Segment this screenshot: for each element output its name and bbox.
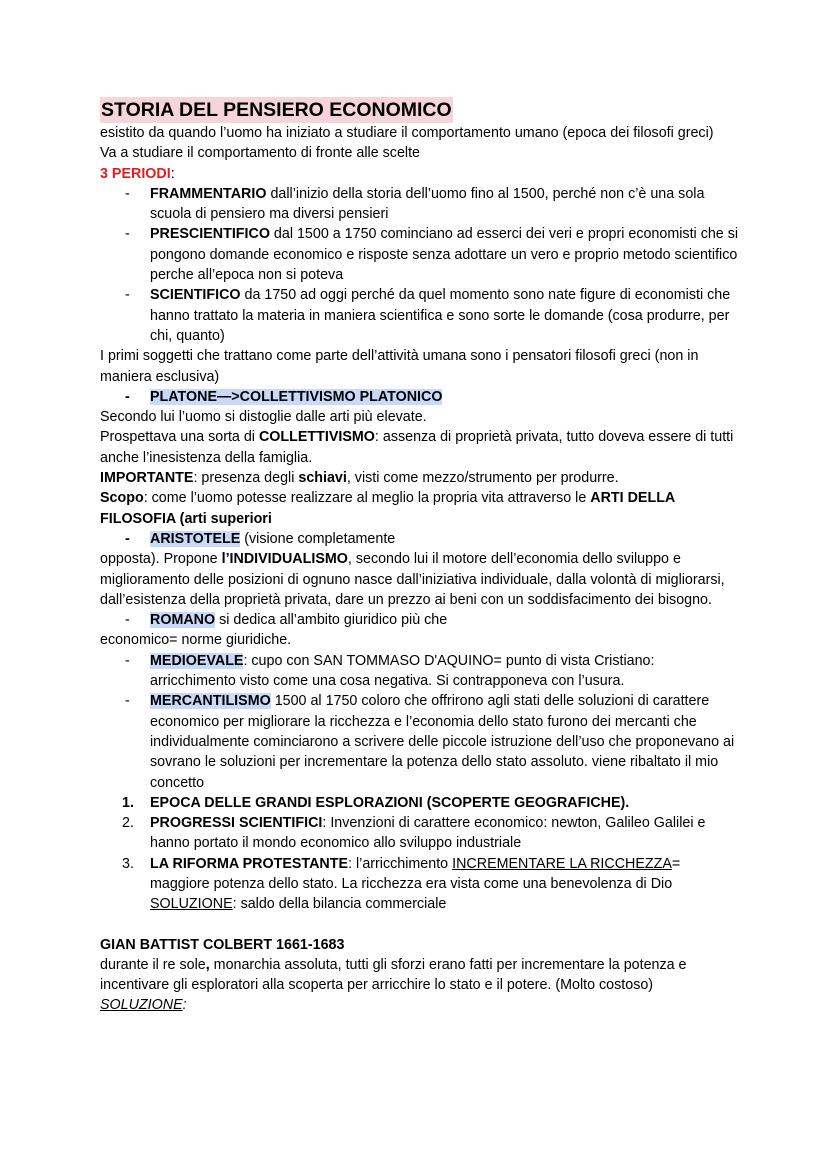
period-text: dall’inizio della storia dell’uomo fino al 1500, perché non c’è una sola scuola di pensiero ma diversi pensieri (150, 185, 705, 223)
collettivismo-term: COLLETTIVISMO (258, 429, 375, 446)
text-span: (visione completamente (240, 530, 396, 547)
text-span: , secondo lui il motore dell’economia dello sviluppo e miglioramento delle posizioni di ognuno nasce dall’iniziativa individuale, dalla volontà di migliorarsi, dall’esistenza della proprietà privata, dare un prezzo ai beni con un soddisfacimento dei bisogno. (100, 551, 725, 608)
text-span: = maggiore potenza dello stato. La ricchezza era vista come una benevolenza di Dio (150, 855, 681, 892)
list-item (100, 651, 740, 692)
importante-line (100, 468, 740, 488)
period-term: PRESCIENTIFICO (150, 226, 270, 243)
period-text: da 1750 ad oggi perché da quel momento sono nate figure di economisti che hanno trattato la materia in maniera scientifica e sono sorte le domande (cosa produrre, per chi, quanto) (150, 287, 731, 344)
soluzione-label: SOLUZIONE (150, 896, 233, 913)
text-span: : l’arricchimento (348, 855, 453, 872)
text-span: 1500 al 1750 coloro che offrirono agli stati delle soluzioni di carattere economico per migliorare la ricchezza e l’economia dello stato furono dei mercanti che individualmente cominciarono a scrivere delle piccole istruzione dell’uso che proponevano ai sovrano le soluzioni per incrementare la potenza dello stato assoluto. viene ribaltato il mio concetto (150, 693, 735, 791)
list-item (100, 813, 740, 854)
aristotele-list (100, 529, 740, 549)
list-item (100, 691, 740, 792)
text-span: : Invenzioni di carattere economico: newton, Galileo Galilei e hanno portato il mondo economico allo sviluppo industriale (150, 815, 706, 852)
romano-list (100, 610, 740, 630)
aristotele-paragraph (100, 549, 740, 610)
subjects-paragraph: I primi soggetti che trattano come parte dell’attività umana sono i pensatori filosofi greci (non in maniera esclusiva) (100, 348, 699, 385)
text-span: : assenza di proprietà privata, tutto doveva essere di tutti anche l’inesistenza della famiglia. (100, 429, 734, 466)
colbert-soluzione (100, 995, 740, 1015)
text-span: monarchia assoluta, tutti gli sforzi erano fatti per incrementare la potenza e incentivare gli esploratori alla scoperta per arricchire lo stato e il potere. (Molto costoso) (100, 956, 687, 994)
text-span: opposta). Propone (100, 551, 222, 568)
item-term: PROGRESSI SCIENTIFICI (150, 815, 323, 832)
intro-line-1: esistito da quando l’uomo ha iniziato a studiare il comportamento umano (epoca dei filosofi greci) (100, 125, 714, 141)
colbert-heading (100, 935, 740, 955)
item-term: LA RIFORMA PROTESTANTE (150, 855, 349, 872)
importante-label: IMPORTANTE (100, 470, 194, 487)
numbered-list (100, 793, 740, 915)
individualismo-term: l’INDIVIDUALISMO (221, 551, 348, 568)
romano-name: ROMANO (150, 612, 216, 629)
period-term: FRAMMENTARIO (150, 185, 267, 202)
text-span: durante il re sole (100, 956, 206, 973)
text-span: : saldo della bilancia commerciale (232, 896, 447, 913)
periods-list (100, 184, 740, 346)
intro-line-2: Va a studiare il comportamento di fronte alle scelte (100, 145, 420, 162)
colbert-paragraph (100, 955, 740, 996)
spacer (100, 915, 740, 935)
list-number: 2. (122, 815, 134, 832)
period-text: dal 1500 a 1750 cominciano ad esserci dei veri e propri economisti che si pongono domande economico e risposte senza adottare un vero e proprio metodo scientifico perche all’epoca non si poteva (150, 226, 739, 284)
platone-heading: PLATONE—>COLLETTIVISMO PLATONICO (150, 388, 443, 405)
list-item (100, 793, 740, 813)
item-term: EPOCA DELLE GRANDI ESPLORAZIONI (SCOPERTE GEOGRAFICHE). (150, 794, 630, 811)
text-span: Prospettava una sorta di (100, 429, 259, 446)
list-number: 3. (122, 855, 134, 872)
colbert-title: GIAN BATTIST COLBERT 1661-1683 (100, 936, 345, 953)
list-item (100, 224, 740, 285)
list-item (100, 610, 740, 630)
scopo-label: Scopo (100, 490, 144, 507)
period-term: SCIENTIFICO (150, 287, 241, 304)
list-item (100, 854, 740, 915)
platone-line-1: Secondo lui l’uomo si distoglie dalle arti più elevate. (100, 409, 427, 426)
text-span: : come l’uomo potesse realizzare al meglio la propria vita attraverso le (143, 490, 591, 507)
periods-colon: : (170, 165, 175, 182)
text-span: : (182, 997, 187, 1014)
list-number: 1. (122, 794, 134, 811)
medioevale-name: MEDIOEVALE (150, 652, 244, 669)
arti-term: ARTI DELLA FILOSOFIA (arti superiori (100, 490, 675, 527)
text-span: , (205, 956, 210, 973)
underlined-text: INCREMENTARE LA RICCHEZZA (452, 855, 672, 872)
text-span: , visti come mezzo/strumento per produrre. (346, 470, 619, 487)
scopo-line (100, 488, 740, 529)
list-item (100, 387, 740, 407)
list-item (100, 184, 740, 225)
page-title: STORIA DEL PENSIERO ECONOMICO (101, 99, 452, 121)
romano-continuation: economico= norme giuridiche. (100, 632, 292, 649)
text-span: : cupo con SAN TOMMASO D'AQUINO= punto di vista Cristiano: arricchimento visto come una cosa negativa. Si contrapponeva con l’usura. (150, 652, 655, 690)
mercantilismo-name: MERCANTILISMO (150, 693, 271, 710)
soluzione-label: SOLUZIONE (100, 997, 183, 1014)
text-span: : presenza degli (193, 470, 299, 487)
text-span: si dedica all’ambito giuridico più che (215, 612, 448, 629)
aristotele-name: ARISTOTELE (150, 530, 241, 547)
platone-line-2 (100, 427, 740, 468)
document-page (100, 97, 740, 1016)
platone-list (100, 387, 740, 407)
list-item (100, 529, 740, 549)
list-item (100, 285, 740, 346)
periods-heading (100, 164, 740, 184)
schiavi-term: schiavi (298, 470, 347, 487)
periods-label: 3 PERIODI (100, 165, 171, 182)
era-list (100, 651, 740, 793)
